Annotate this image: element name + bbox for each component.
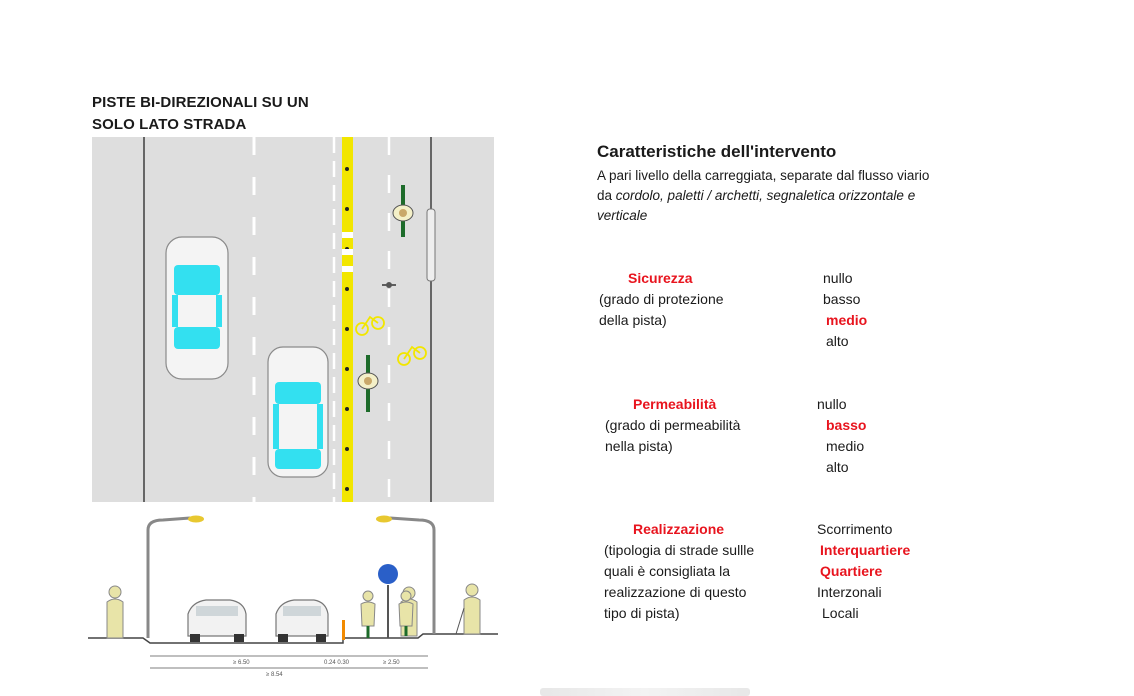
sicurezza-level-alto: alto	[826, 333, 849, 349]
permeabilita-desc-2: nella pista)	[605, 438, 673, 454]
description-line-1: A pari livello della carreggiata, separate dal flusso viario	[597, 168, 930, 183]
sicurezza-desc-2: della pista)	[599, 312, 667, 328]
permeabilita-level-alto: alto	[826, 459, 849, 475]
cyclist-front-view-1	[361, 591, 375, 638]
car-front-view-2	[276, 600, 328, 642]
realizzazione-desc-2: quali è consigliata la	[604, 563, 731, 579]
realizzazione-desc-3: realizzazione di questo	[604, 584, 747, 600]
sicurezza-level-basso: basso	[823, 291, 861, 307]
car-front-view-1	[188, 600, 246, 642]
intervention-description	[597, 166, 1017, 226]
realizzazione-level-locali: Locali	[822, 605, 859, 621]
car-top-view-2	[268, 347, 328, 477]
realizzazione-level-scorrimento: Scorrimento	[817, 521, 893, 537]
sicurezza-level-medio-highlighted: medio	[826, 312, 868, 328]
pedestrian-icon-right-2	[456, 584, 480, 634]
permeabilita-desc-1: (grado di permeabilità	[605, 417, 741, 433]
description-line-2	[597, 186, 1017, 206]
permeabilita-level-basso-highlighted: basso	[826, 417, 867, 433]
title-line-2: SOLO LATO STRADA	[92, 116, 247, 133]
lamp-light-left	[188, 516, 204, 523]
pedestrian-icon-left	[107, 586, 123, 638]
dim-total-width: ≥ 8.54	[266, 672, 283, 678]
sicurezza-levels	[823, 268, 867, 352]
permeabilita-label: Permeabilità	[633, 396, 717, 412]
sicurezza-block	[599, 268, 724, 331]
dashed-crossing-marks	[342, 232, 353, 272]
separator-bollard	[342, 620, 345, 640]
permeabilita-level-nullo: nullo	[817, 396, 847, 412]
cycle-path-sign	[378, 564, 398, 584]
realizzazione-label: Realizzazione	[633, 521, 725, 537]
realizzazione-level-quartiere-highlighted: Quartiere	[820, 563, 883, 579]
section-heading: Caratteristiche dell'intervento	[597, 142, 837, 161]
car-top-view-1	[166, 237, 228, 379]
lamp-light-right	[376, 516, 392, 523]
road-plan-illustration	[92, 137, 494, 502]
diagram-title	[92, 92, 309, 136]
realizzazione-block	[604, 519, 754, 624]
dim-road-width: ≥ 6.50	[233, 660, 250, 666]
realizzazione-desc-4: tipo di pista)	[604, 605, 680, 621]
dim-bike-lane-width: ≥ 2.50	[383, 660, 400, 666]
permeabilita-block	[605, 394, 740, 457]
description-prefix: da	[597, 188, 616, 203]
street-lamp-left	[148, 518, 190, 638]
title-line-1: PISTE BI-DIREZIONALI SU UN	[92, 94, 309, 111]
description-italic-1: cordolo, paletti / archetti, segnaletica orizzontale e	[615, 188, 916, 203]
realizzazione-level-interzonali: Interzonali	[817, 584, 882, 600]
dim-separator-width: 0.24 0.30	[324, 660, 350, 666]
realizzazione-level-interquartiere-highlighted: Interquartiere	[820, 542, 911, 558]
permeabilita-levels	[817, 394, 866, 478]
road-cross-section	[88, 510, 508, 682]
permeabilita-level-medio: medio	[826, 438, 865, 454]
sicurezza-desc-1: (grado di protezione	[599, 291, 724, 307]
sicurezza-label: Sicurezza	[628, 270, 693, 286]
sicurezza-level-nullo: nullo	[823, 270, 853, 286]
realizzazione-levels	[817, 519, 910, 624]
description-line-3: verticale	[597, 208, 648, 223]
bus-stop-shelter	[427, 209, 435, 281]
realizzazione-desc-1: (tipologia di strade sullle	[604, 542, 755, 558]
